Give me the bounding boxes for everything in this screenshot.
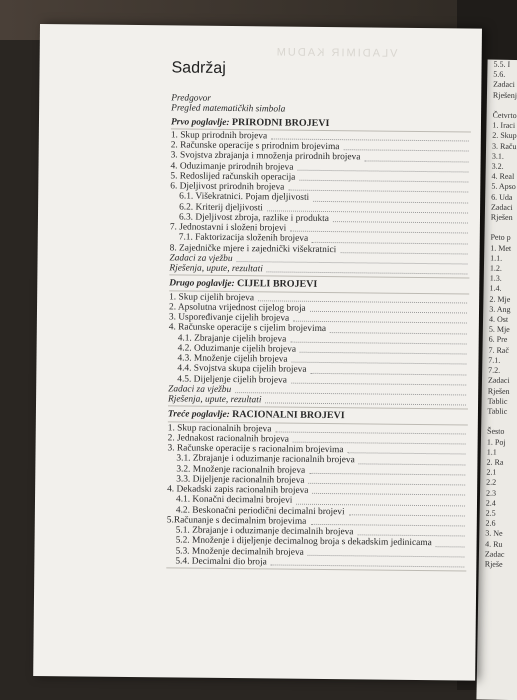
entry-text: 4. Računske operacije s cijelim brojevima xyxy=(168,322,327,335)
entry-text: Predgovor xyxy=(171,93,212,104)
entry-text: 4.5. Dijeljenje cijelih brojeva xyxy=(177,373,287,386)
entry-text: Rješenja, upute, rezultati xyxy=(168,394,262,406)
right-page-line: 1. Poj xyxy=(486,437,506,447)
entry-text: 2. Jednakost racionalnih brojeva xyxy=(167,433,290,445)
dot-leader xyxy=(310,523,464,527)
entry-text: 6. Djeljivost prirodnih brojeva xyxy=(170,181,285,193)
right-page-line: 5.6. xyxy=(493,69,506,80)
dot-leader xyxy=(291,381,466,385)
dot-leader xyxy=(343,148,468,151)
right-page-line: Šesto xyxy=(487,426,505,437)
right-page-line: 5. Apso xyxy=(491,182,516,192)
right-page-line xyxy=(487,417,512,428)
dot-leader xyxy=(333,220,468,223)
dot-leader xyxy=(348,451,466,454)
right-page-line xyxy=(493,100,517,111)
dot-leader xyxy=(359,462,466,465)
right-page-line: 2.4 xyxy=(485,498,496,508)
right-page-line: Rješenj xyxy=(492,90,517,100)
right-page-line: Rješen xyxy=(487,386,510,396)
right-page-line: 3.1. xyxy=(491,151,504,161)
dot-leader xyxy=(349,513,465,516)
entry-text: 4. Oduzimanje prirodnih brojeva xyxy=(170,160,294,173)
watermark: VLADIMIR KADUM xyxy=(274,46,398,60)
chapter-name: PRIRODNI BROJEVI xyxy=(231,116,330,129)
dot-leader xyxy=(267,271,468,275)
dot-leader xyxy=(296,502,465,506)
entry-text: 7.1. Faktorizacija složenih brojeva xyxy=(178,232,309,245)
right-page-line: 7.2. xyxy=(488,365,501,375)
entry-text: 5.4. Decimalni dio broja xyxy=(175,556,267,568)
right-page-line: 2.5 xyxy=(485,508,496,518)
entry-text: 5.3. Množenje decimalnih brojeva xyxy=(175,545,304,558)
right-page-line: 6. Uda xyxy=(491,192,513,202)
right-page-line: 1.3. xyxy=(489,273,502,284)
dot-leader xyxy=(265,402,466,406)
right-page-line: 2.1 xyxy=(486,467,497,477)
chapter-title xyxy=(168,410,345,422)
dot-leader xyxy=(299,179,468,183)
chapter-title xyxy=(171,117,330,129)
right-page-line xyxy=(491,223,516,234)
dot-leader xyxy=(271,563,465,567)
right-page-line: 2. Mje xyxy=(489,294,511,304)
entry-text: 2. Apsolutna vrijednost cijelog broja xyxy=(168,302,306,314)
right-page-line: 5. Mje xyxy=(488,324,510,335)
entry-text: 4.1. Zbrajanje cijelih brojeva xyxy=(177,332,287,345)
dot-leader xyxy=(293,320,467,324)
dot-leader xyxy=(330,331,467,334)
entry-text: 2. Računske operacije s prirodnim brojevima xyxy=(170,140,340,153)
dot-leader xyxy=(364,159,468,162)
entry-text: 6.1. Višekratnici. Pojam djeljivosti xyxy=(179,191,310,204)
right-page-line: 4. Ru xyxy=(485,539,503,549)
dot-leader xyxy=(297,168,468,172)
right-page-line: 2.6 xyxy=(485,518,496,528)
right-page-line: 3. Raču xyxy=(492,141,517,151)
dot-leader xyxy=(290,340,466,344)
entry-text: 5. Redoslijed računskih operacija xyxy=(170,171,296,183)
entry-text: 3. Uspoređivanje cijelih brojeva xyxy=(168,312,290,324)
dot-leader xyxy=(309,472,465,476)
right-page-line: 3.2. xyxy=(491,161,504,171)
right-page-line: 5.5. I xyxy=(493,59,511,69)
right-page-line: Tablic xyxy=(487,406,508,416)
right-page-line: 6. Pre xyxy=(488,335,508,345)
right-page-line: Rješe xyxy=(484,559,503,569)
dot-leader xyxy=(340,251,467,254)
chapter-prefix: Prvo poglavlje: xyxy=(170,116,230,128)
entry-text: Zadaci za vježbu xyxy=(169,253,233,264)
right-page-line: Rješen xyxy=(490,212,513,223)
dot-leader xyxy=(308,554,465,558)
right-page-line: 2. Skup xyxy=(492,131,517,141)
right-page-line: 1. Met xyxy=(490,243,512,253)
entry-text: 6.2. Kriterij djeljivosti xyxy=(179,201,263,213)
entry-text: 6.3. Djeljivost zbroja, razlike i produkta xyxy=(178,212,329,224)
right-page-line: Zadaci xyxy=(487,375,510,386)
right-page-line: 2.2 xyxy=(486,477,497,488)
right-page-line: 3. Ne xyxy=(485,528,503,539)
entry-text: 3.3. Dijeljenje racionalnih brojeva xyxy=(176,474,305,486)
right-page-line: Peto p xyxy=(490,233,511,243)
dot-leader xyxy=(293,441,466,445)
dot-leader xyxy=(312,240,468,244)
dot-leader xyxy=(309,482,466,486)
chapter-prefix: Treće poglavlje: xyxy=(167,409,230,421)
right-page-line: 2.3 xyxy=(485,488,497,498)
entry-text: 4. Dekadski zapis racionalnih brojeva xyxy=(167,484,309,496)
entry-text: Pregled matematičkih simbola xyxy=(171,103,286,115)
right-page-line: 7. Rač xyxy=(488,345,510,355)
entry-text: 8. Zajedničke mjere i zajednički višekratnici xyxy=(169,242,337,255)
right-page-line: 1.1 xyxy=(486,447,497,457)
right-page-line: 1.1. xyxy=(490,253,503,263)
entry-text: 4.1. Konačni decimalni brojevi xyxy=(175,494,293,506)
entry-text: 4.2. Beskonačni periodični decimalni brojevi xyxy=(175,504,345,517)
entry-text: 1. Skup racionalnih brojeva xyxy=(167,422,272,434)
chapter-title xyxy=(169,279,317,291)
entry-text: 1. Skup cijelih brojeva xyxy=(169,291,255,303)
right-page-line: 1.2. xyxy=(489,263,503,273)
chapter-name: RACIONALNI BROJEVI xyxy=(232,409,345,422)
entry-text: Zadaci za vježbu xyxy=(168,384,232,395)
dot-leader xyxy=(311,371,467,375)
entry-text: 3. Svojstva zbrajanja i množenja prirodnih brojeva xyxy=(170,150,361,163)
right-page-line: 4. Ost xyxy=(488,314,509,325)
book-page xyxy=(33,24,482,681)
right-page-line: Zadac xyxy=(484,549,505,559)
dot-leader xyxy=(312,492,465,496)
chapter-name: CIJELI BROJEVI xyxy=(236,278,318,291)
right-page-line: 1. Iraci xyxy=(492,120,516,131)
right-page-line: Zadaci xyxy=(493,80,515,90)
right-page-line: Tablic xyxy=(487,396,508,406)
table-of-contents xyxy=(166,93,471,572)
right-page-line: 1.4. xyxy=(489,284,502,294)
right-page-line: 2. Ra xyxy=(486,457,504,467)
entry-text: 3.1. Zbrajanje i oduzimanje racionalnih brojeva xyxy=(176,453,355,466)
entry-text: 4.2. Oduzimanje cijelih brojeva xyxy=(177,343,297,355)
entry-text: 5.1. Zbrajanje i oduzimanje decimalnih brojeva xyxy=(175,525,354,538)
dot-leader xyxy=(313,199,468,203)
dot-leader xyxy=(310,310,467,314)
right-page-line: 4. Real xyxy=(491,171,515,182)
dot-leader xyxy=(357,534,464,537)
dot-leader xyxy=(300,351,467,355)
entry-text: 5.Računanje s decimalnim brojevima xyxy=(166,515,307,527)
entry-text: 4.3. Množenje cijelih brojeva xyxy=(177,353,288,365)
right-page-line: 3. Ang xyxy=(489,304,511,314)
entry-text: Rješenja, upute, rezultati xyxy=(169,263,263,275)
dot-leader xyxy=(290,230,468,234)
chapter-prefix: Drugo poglavlje: xyxy=(169,278,235,290)
page-title: Sadržaj xyxy=(171,59,226,77)
right-page-lines xyxy=(485,60,517,571)
entry-text: 3. Računske operacije s racionalnim brojevima xyxy=(167,443,344,456)
dot-leader xyxy=(292,361,467,365)
front-matter-entry xyxy=(171,104,471,117)
right-page-line: Četvrto xyxy=(492,110,517,121)
entry-text: 7. Jednostavni i složeni brojevi xyxy=(169,222,287,234)
entry-text: 4.4. Svojstva skupa cijelih brojeva xyxy=(177,363,307,376)
entry-text: 3.2. Množenje racionalnih brojeva xyxy=(176,463,306,476)
entry-text: 1. Skup prirodnih brojeva xyxy=(170,130,268,142)
dot-leader xyxy=(436,545,465,547)
right-page-line: Zadaci xyxy=(490,202,513,212)
entry-text: 5.2. Množenje i dijeljenje decimalnog broja s dekadskim jedinicama xyxy=(175,535,432,549)
right-page-line: 7.1. xyxy=(488,355,501,365)
